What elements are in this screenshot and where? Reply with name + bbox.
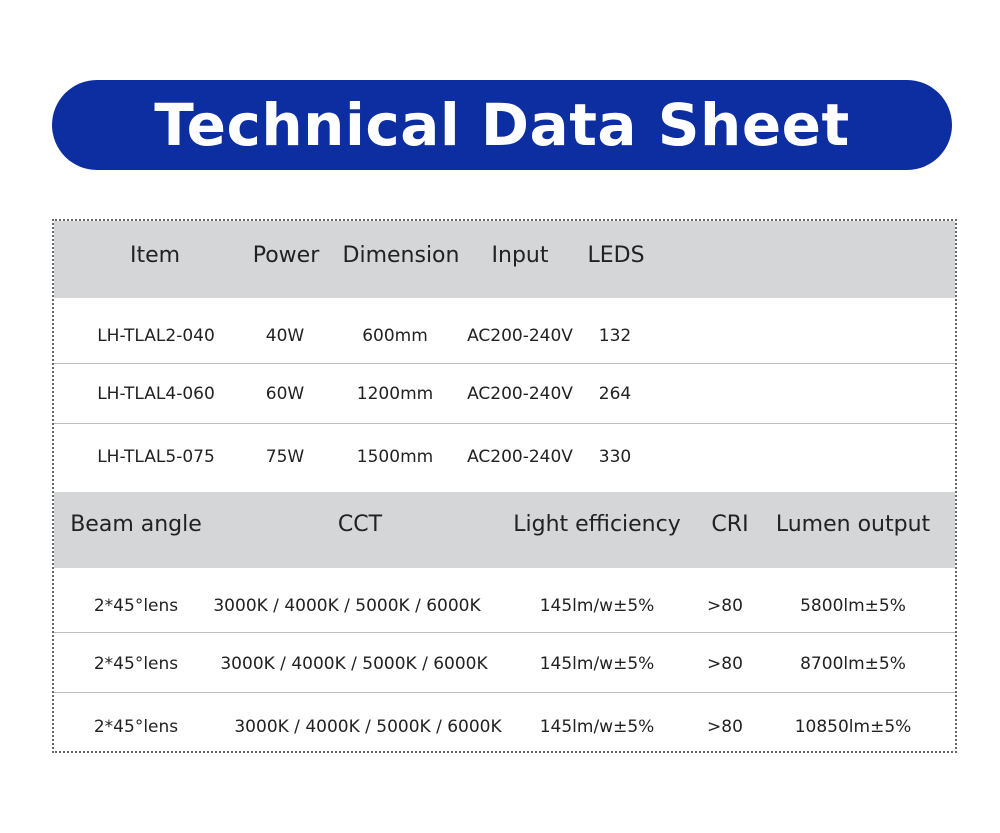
header-leds: LEDS (587, 243, 645, 268)
cell-item: LH-TLAL5-075 (97, 447, 215, 467)
cell-cct: 3000K / 4000K / 5000K / 6000K (234, 717, 502, 737)
header-item: Item (129, 243, 181, 268)
cell-input: AC200-240V (467, 326, 573, 346)
cell-leds: 132 (598, 326, 632, 346)
cell-item: LH-TLAL4-060 (97, 384, 215, 404)
cell-leds: 264 (598, 384, 632, 404)
cell-dimension: 1200mm (356, 384, 434, 404)
cell-power: 40W (265, 326, 305, 346)
cell-cri: >80 (707, 654, 743, 674)
header-power: Power (252, 243, 320, 268)
row-divider (54, 423, 955, 424)
cell-light-efficiency: 145lm/w±5% (539, 654, 655, 674)
cell-input: AC200-240V (467, 447, 573, 467)
header-input: Input (491, 243, 549, 268)
table1-header-row (54, 221, 955, 298)
cell-lumen-output: 10850lm±5% (794, 717, 912, 737)
row-divider (54, 363, 955, 364)
cell-light-efficiency: 145lm/w±5% (539, 717, 655, 737)
cell-input: AC200-240V (467, 384, 573, 404)
cell-cri: >80 (707, 717, 743, 737)
cell-lumen-output: 8700lm±5% (800, 654, 906, 674)
cell-power: 75W (265, 447, 305, 467)
cell-beam-angle: 2*45°lens (93, 717, 179, 737)
header-lumen-output: Lumen output (775, 512, 931, 537)
data-sheet-table (52, 219, 957, 753)
cell-cri: >80 (707, 596, 743, 616)
cell-light-efficiency: 145lm/w±5% (539, 596, 655, 616)
cell-lumen-output: 5800lm±5% (800, 596, 906, 616)
header-cri: CRI (711, 512, 749, 537)
header-dimension: Dimension (342, 243, 460, 268)
cell-beam-angle: 2*45°lens (93, 654, 179, 674)
table2-header-row (54, 492, 955, 568)
row-divider (54, 692, 955, 693)
header-light-efficiency: Light efficiency (513, 512, 681, 537)
cell-dimension: 600mm (362, 326, 428, 346)
row-divider (54, 632, 955, 633)
cell-leds: 330 (598, 447, 632, 467)
cell-item: LH-TLAL2-040 (97, 326, 215, 346)
cell-dimension: 1500mm (356, 447, 434, 467)
cell-power: 60W (265, 384, 305, 404)
cell-beam-angle: 2*45°lens (93, 596, 179, 616)
title-banner (52, 80, 952, 170)
header-beam-angle: Beam angle (70, 512, 202, 537)
header-cct: CCT (337, 512, 383, 537)
page-title: Technical Data Sheet (154, 91, 850, 159)
cell-cct: 3000K / 4000K / 5000K / 6000K (213, 596, 481, 616)
cell-cct: 3000K / 4000K / 5000K / 6000K (220, 654, 488, 674)
